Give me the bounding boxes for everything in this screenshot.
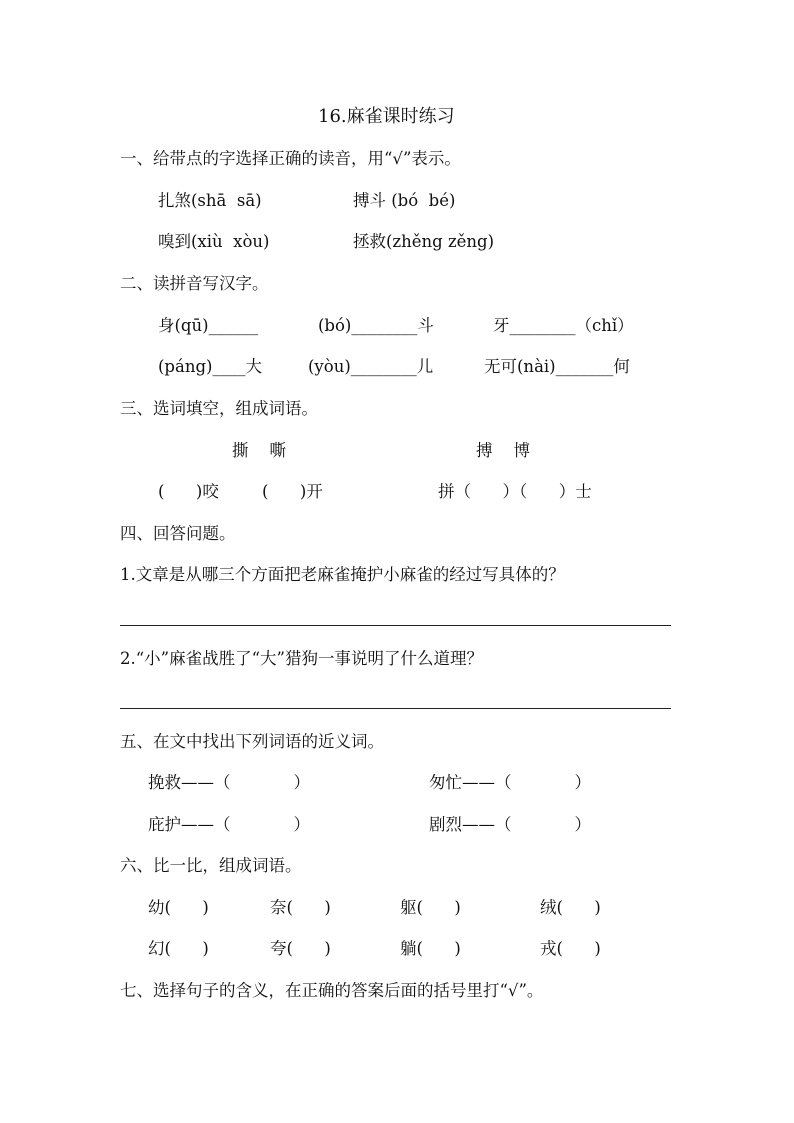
compare-item: 躺( ) xyxy=(400,939,461,958)
synonym-item: 剧烈——（ ） xyxy=(429,815,591,834)
section-6-heading: 六、比一比，组成词语。 xyxy=(120,856,302,875)
question-2: 2.“小”麻雀战胜了“大”猎狗一事说明了什么道理？ xyxy=(120,649,483,668)
section-4-heading: 四、回答问题。 xyxy=(120,524,236,543)
section-3-heading: 三、选词填空，组成词语。 xyxy=(120,399,318,418)
answer-line xyxy=(120,625,671,626)
pinyin-write-item: 身(qū)______ xyxy=(158,316,259,335)
compare-item: 幻( ) xyxy=(148,939,209,958)
compare-item: 夸( ) xyxy=(270,939,331,958)
pinyin-write-item: (yòu)________儿 xyxy=(308,357,434,376)
section-5-heading: 五、在文中找出下列词语的近义词。 xyxy=(120,732,384,751)
pinyin-write-item: (bó)________斗 xyxy=(318,316,434,335)
section-2-heading: 二、读拼音写汉字。 xyxy=(120,274,269,293)
pinyin-write-item: 牙________（chǐ） xyxy=(493,316,634,335)
compare-item: 躯( ) xyxy=(400,898,461,917)
compare-item: 幼( ) xyxy=(148,898,209,917)
answer-line xyxy=(120,708,671,709)
word-choice-pair: 搏 博 xyxy=(476,441,530,460)
fill-blank-item: ( )咬 xyxy=(158,482,219,501)
pinyin-choice-item: 扎煞(shā sā) xyxy=(158,191,262,210)
compare-item: 戎( ) xyxy=(540,939,601,958)
pinyin-choice-item: 搏斗 (bó bé) xyxy=(353,191,456,210)
fill-blank-item: 拼（ ）（ ）士 xyxy=(438,482,592,501)
pinyin-write-item: (páng)____大 xyxy=(158,357,262,376)
synonym-item: 匆忙——（ ） xyxy=(429,773,591,792)
pinyin-write-item: 无可(nài)_______何 xyxy=(484,357,630,376)
word-choice-pair: 撕 嘶 xyxy=(232,441,286,460)
pinyin-choice-item: 嗅到(xiù xòu) xyxy=(158,232,270,251)
synonym-item: 挽救——（ ） xyxy=(148,773,310,792)
fill-blank-item: ( )开 xyxy=(262,482,323,501)
section-1-heading: 一、给带点的字选择正确的读音，用“√”表示。 xyxy=(120,149,461,168)
compare-item: 奈( ) xyxy=(270,898,331,917)
compare-item: 绒( ) xyxy=(540,898,601,917)
section-7-heading: 七、选择句子的含义，在正确的答案后面的括号里打“√”。 xyxy=(120,981,544,1000)
question-1: 1.文章是从哪三个方面把老麻雀掩护小麻雀的经过写具体的？ xyxy=(120,565,565,584)
synonym-item: 庇护——（ ） xyxy=(148,815,310,834)
pinyin-choice-item: 拯救(zhěng zěng) xyxy=(353,232,495,251)
page-title: 16.麻雀课时练习 xyxy=(318,106,455,127)
